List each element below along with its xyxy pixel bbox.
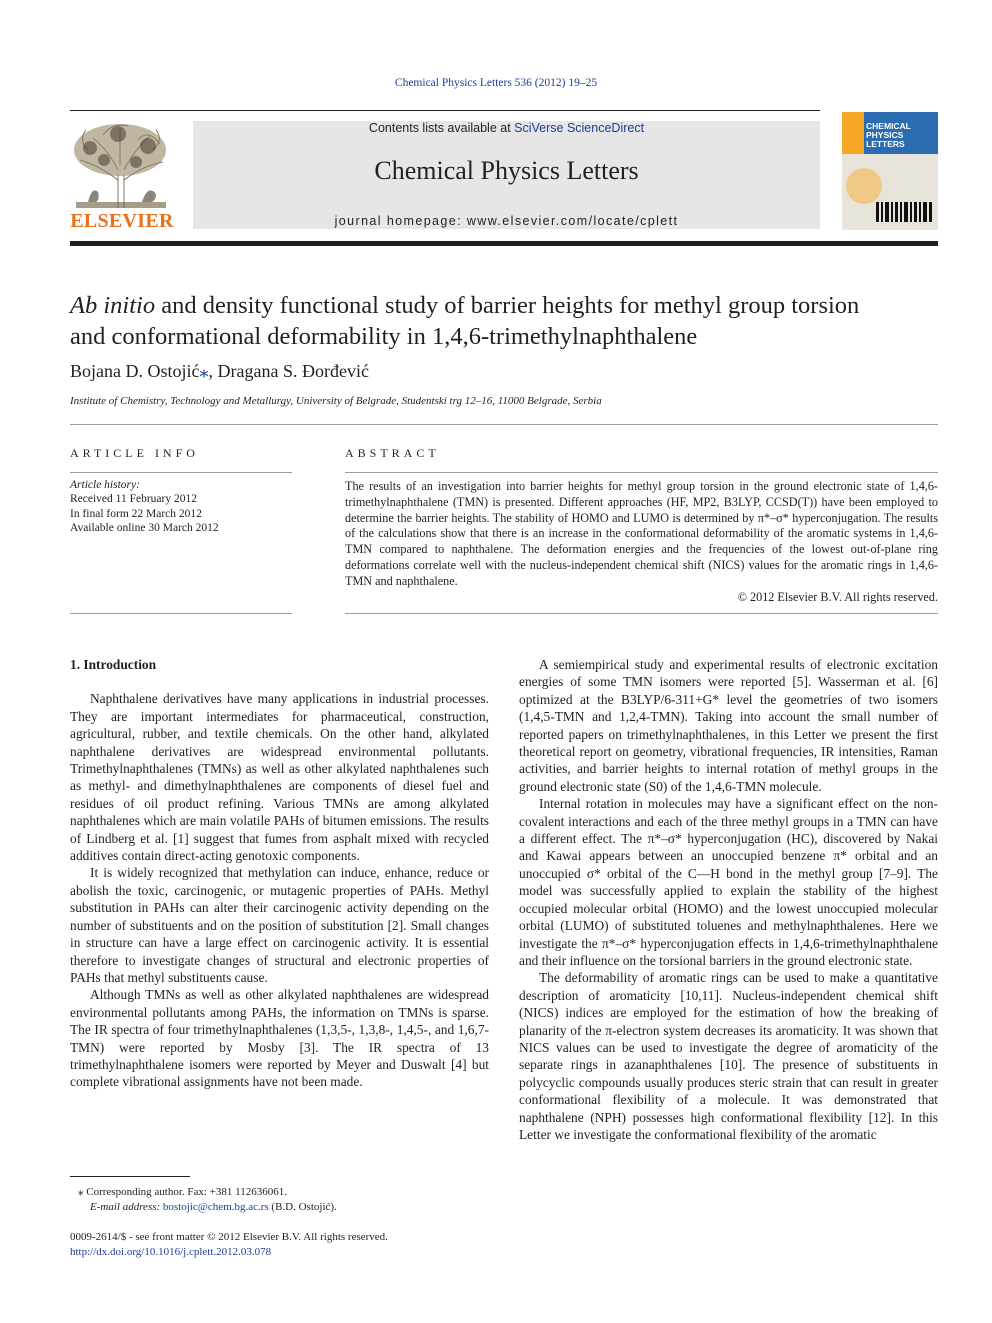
section-heading-introduction: 1. Introduction bbox=[70, 657, 157, 672]
author-list: Bojana D. Ostojić⁎, Dragana S. Đorđević bbox=[70, 361, 369, 381]
abstract-text: The results of an investigation into barrier heights for methyl group torsion in the ground electronic state of 1,4,6-trimethylnaphthalene (TMN) is presented. Different approaches (HF, MP2, B3LYP, CCSD(T)) have been employed to determine the barrier heights. The stability of HOMO and LUMO is determined by π*–σ* hyperconjugation. The results of the calculations show that there is an increase in the conformational deformability of the aromatic systems in 1,4,6-TMN compared to naphthalene. The deformation energies and the frequencies of the lowest out-of-plane ring deformations correlate well with the nucleus-independent chemical shift (NICS) values for the aromatic rings in 1,4,6-TMN and naphthalene. bbox=[345, 479, 938, 588]
article-history: Article history: Received 11 February 2012 In final form 22 March 2012 Available online 30 March 2012 bbox=[70, 479, 219, 534]
abstract-rule bbox=[345, 472, 938, 473]
front-matter-info bbox=[70, 1230, 490, 1259]
intro-paragraph-1: Naphthalene derivatives have many applications in industrial processes. They are important intermediates for pharmaceutical, construction, agricultural, rubber, and textile chemicals. On the other hand, alkylated naphthalene derivatives are widespread environmental pollutants. Trimethylnaphthalenes (TMNs) as well as other alkylated naphthalenes such as methyl- and dimethylnaphthalenes are components of diesel fuel and residues of oil product refining. Various TMNs are among alkylated naphthalenes which are main volatile PAHs of bitumen emissions. The results of Lindberg et al. [1] suggest that fumes from asphalt mixed with recycled additives contain direct-acting genotoxic components. bbox=[70, 691, 489, 864]
footnote-rule bbox=[70, 1176, 190, 1177]
doi-link[interactable]: http://dx.doi.org/10.1016/j.cplett.2012.03.078 bbox=[70, 1245, 272, 1258]
author-email-link[interactable]: bostojic@chem.bg.ac.rs bbox=[162, 1200, 269, 1213]
elsevier-tree-logo bbox=[68, 120, 174, 210]
intro-paragraph-2: It is widely recognized that methylation can induce, enhance, reduce or abolish the toxic, carcinogenic, or mutagenic properties of PAHs. Methyl substitution in PAHs can alter their carcinogenic activity depending on the number of substituents and on the position of substitution [2]. Small changes in structure can have a large effect on carcinogenic activity. It is essential therefore to investigate changes of structural and electronic properties of PAHs that methyl substituents cause. bbox=[70, 865, 489, 985]
affiliation: Institute of Chemistry, Technology and Metallurgy, University of Belgrade, Studentski trg 12–16, 11000 Belgrade, Serbia bbox=[70, 395, 602, 407]
journal-cover-image: CHEMICAL PHYSICS LETTERS bbox=[842, 112, 938, 230]
right-column bbox=[519, 656, 938, 1143]
left-column bbox=[70, 656, 489, 1091]
journal-homepage[interactable]: journal homepage: www.elsevier.com/locate/cplett bbox=[334, 214, 679, 228]
article-info-bottom-rule bbox=[70, 613, 292, 614]
journal-title: Chemical Physics Letters bbox=[374, 156, 639, 185]
section-rule bbox=[70, 424, 938, 425]
header-top-rule bbox=[70, 110, 820, 111]
issn-line: 0009-2614/$ - see front matter © 2012 Elsevier B.V. All rights reserved. bbox=[70, 1231, 388, 1243]
intro-paragraph-3: Although TMNs as well as other alkylated naphthalenes are widespread environmental pollutants among PAHs, the information on TMNs is sparse. The IR spectra of four trimethylnaphthalenes (1,3,5-, 1,3,8-, 1,4,5-, and 1,6,7-TMN) were reported by Mosby [3]. The IR spectra of 13 trimethylnaphthalene isomers were reported by Meyer and Duswalt [4] but complete vibrational assignments have not been made. bbox=[70, 987, 489, 1090]
header-thick-rule bbox=[70, 241, 938, 246]
intro-paragraph-6: The deformability of aromatic rings can be used to make a quantitative description of aromaticity [10,11]. Nucleus-independent chemical shift (NICS) indices are employed for the estimation of how the breaking of planarity of the π-electron system decreases its aromaticity. It was shown that NICS values can be used to investigate the degree of aromaticity of the separate rings in azanaphthalenes [10]. The presence of substituents in polycyclic compounds usually produces steric strain that can result in greater conformational flexibility of a molecule. It was demonstrated that naphthalene (NPH) possesses high conformational flexibility [12]. In this Letter we investigate the conformational flexibility of the aromatic bbox=[519, 970, 938, 1142]
contents-line: Contents lists available at SciVerse ScienceDirect bbox=[368, 121, 645, 135]
intro-paragraph-4: A semiempirical study and experimental results of electronic excitation energies of some TMN isomers were reported [5]. Wasserman et al. [6] optimized at the B3LYP/6-311+G* level the geometries of two isomers (1,4,5-TMN and 1,2,4-TMN). Taking into account the small number of reported papers on trimethylnaphthalenes, in this Letter we present the first theoretical report on geometry, vibrational frequencies, IR intensities, Raman activities, and barrier heights to internal rotation of methyl groups in the ground electronic state (S0) of the 1,4,6-TMN molecule. bbox=[519, 657, 938, 794]
abstract-copyright: © 2012 Elsevier B.V. All rights reserved. bbox=[737, 590, 938, 604]
footnote: ⁎ Corresponding author. Fax: +381 112636061. E-mail address: bostojic@chem.bg.ac.rs (B.D. Ostojić). bbox=[78, 1186, 337, 1213]
corresponding-author-mark[interactable]: ⁎ bbox=[199, 361, 209, 381]
cover-barcode-graphic bbox=[874, 196, 934, 224]
article-info-rule bbox=[70, 472, 292, 473]
publisher-logo-text: ELSEVIER bbox=[70, 210, 174, 232]
abstract-bottom-rule bbox=[345, 613, 938, 614]
intro-paragraph-5: Internal rotation in molecules may have a significant effect on the non-covalent interactions and each of the three methyl groups in a TMN can have a different effect. The π*–σ* hyperconjugation (HC), discovered by Nakai and Kawai appears between an unoccupied benzene π* orbital and an unoccupied σ* orbital of the C—H bond in the methyl group [7–9]. The model was successfully applied to explain the stability of the highest occupied molecular orbital (HOMO) and the lowest unoccupied molecular orbital (LUMO) of substituted toluenes and methylnaphthalenes. Here we investigate the π*–σ* hyperconjugation effects in 1,4,6-trimethylnaphthalene and their influence on the torsional barriers in the ground electronic state. bbox=[519, 796, 938, 968]
article-title: Ab initio and density functional study of barrier heights for methyl group torsion and conformational deformability in 1,4,6-trimethylnaphthalene bbox=[70, 292, 860, 350]
article-info-heading: ARTICLE INFO bbox=[70, 446, 199, 460]
journal-reference[interactable]: Chemical Physics Letters 536 (2012) 19–25 bbox=[394, 77, 598, 89]
author-name: Bojana D. Ostojić bbox=[70, 361, 200, 381]
abstract-heading: ABSTRACT bbox=[345, 446, 440, 460]
footnote-mark: ⁎ bbox=[78, 1186, 84, 1198]
author-name: Dragana S. Đorđević bbox=[217, 361, 369, 381]
sciencedirect-link[interactable]: SciVerse ScienceDirect bbox=[514, 121, 645, 135]
